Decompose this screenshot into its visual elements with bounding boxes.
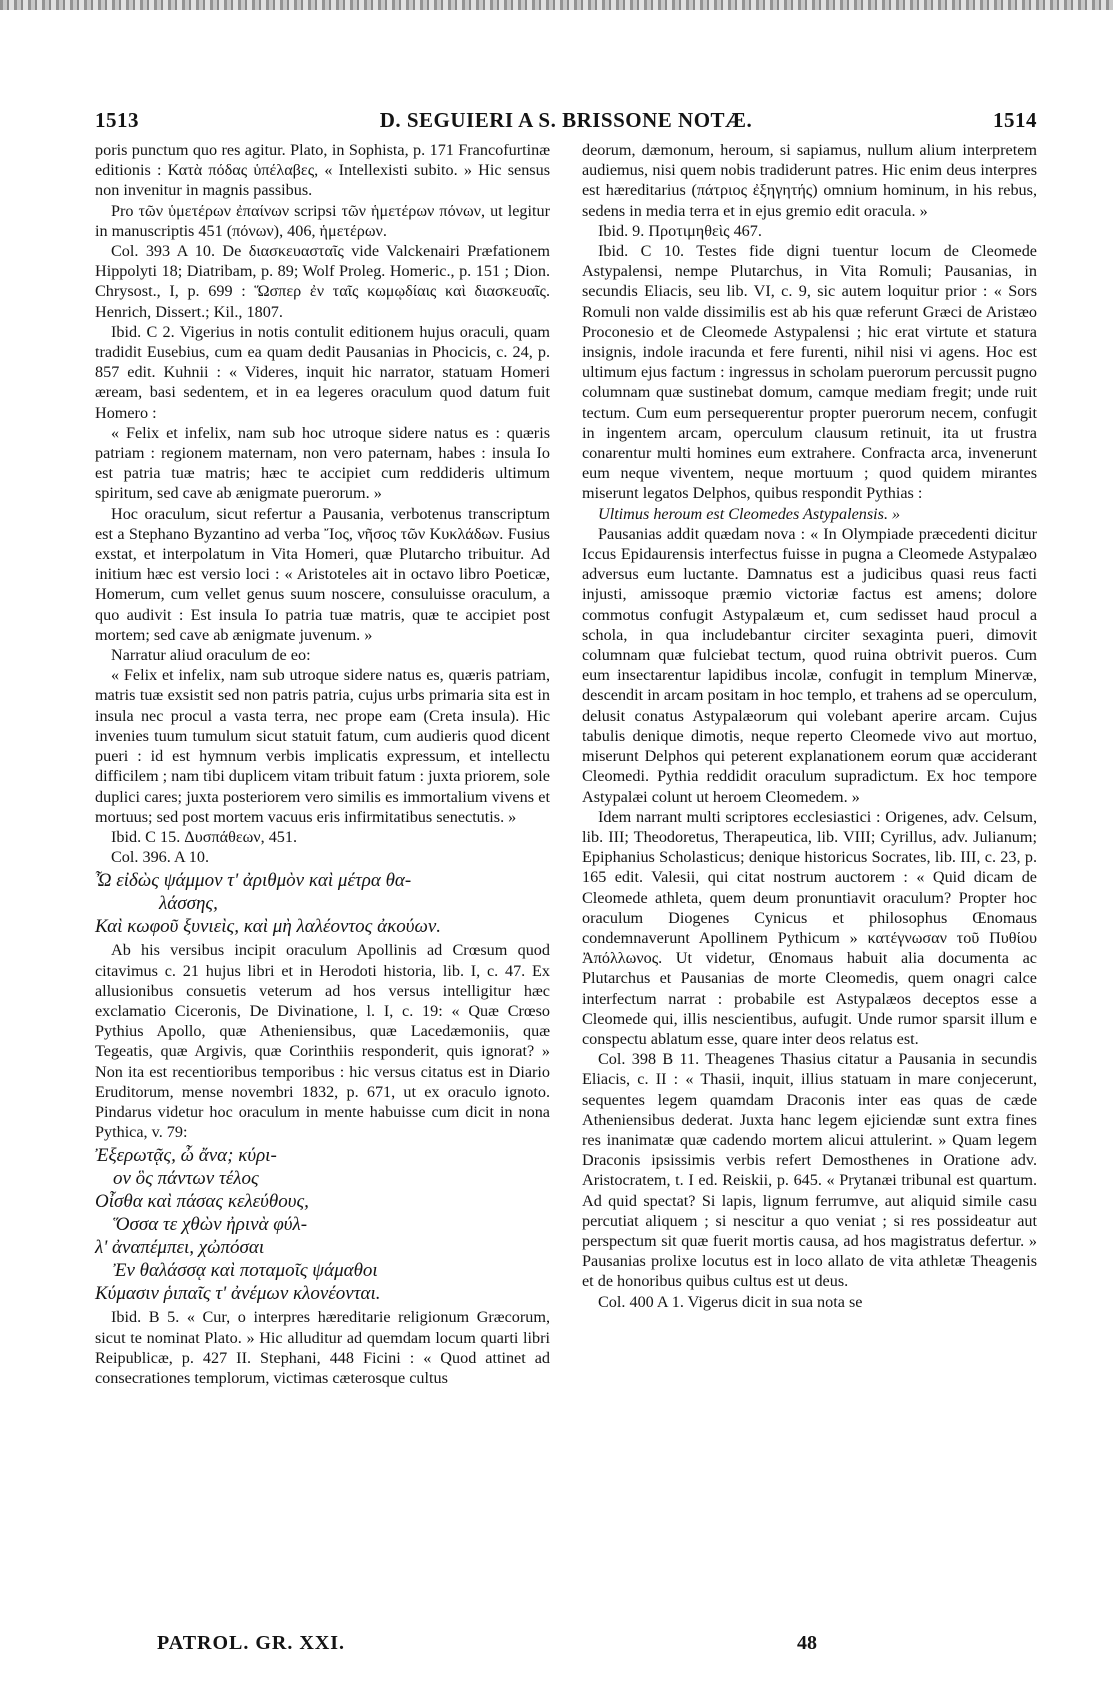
paragraph: Idem narrant multi scriptores ecclesiastici : Origenes, adv. Celsum, lib. III; Theodoretus, Therapeutica, lib. VIII; Cyrillus, adv. Julianum; Epiphanius Scholasticus; denique historicus Socrates, lib. III, c. 23, p. 165 edit. Valesii, qui citat nostrum auctorem : « Quid dicam de Cleomede athleta, quem deum pronuntiavit oraculum? Propter hoc oraculum Diogenes Cynicus et philosophus Œnomaus condemnaverunt Apollinem Pythicum » κατέγνωσαν τοῦ Πυθίου Ἀπόλλωνος. Ut videtur, Œnomaus habuit alia documenta ac Plutarchus et Pausanias de morte Cleomedis, quem onagri calce interfectum narrat : probabile est Astypalæos deceptos esse a Cleomede qui, illis nescientibus, aufugit. Unde rumor sparsit illum e conspectu ablatum esse, quare inter deos relatus est. bbox=[582, 807, 1037, 1048]
right-column bbox=[582, 140, 1037, 1388]
verse-line: Οἶσθα καὶ πάσας κελεύθους, bbox=[95, 1191, 309, 1213]
paragraph: Col. 396. A 10. bbox=[111, 848, 210, 867]
verse-line: λ' ἀναπέμπει, χὠπόσαι bbox=[95, 1237, 265, 1259]
page-footer bbox=[95, 1632, 1037, 1660]
paragraph: Pausanias addit quædam nova : « In Olympiade præcedenti dicitur Iccus Epidaurensis interfectus fuisse in pugna a Cleomede Astypalæo adversus eum luctante. Damnatus est a judicibus quasi reus facti injusti, amissoque præmio victoriæ factus est amens; dolore commotus confugit Astypalæum et, cum sedisset haud procul a schola, in qua includebantur circiter sexaginta pueri, dimovit columnam quæ fulciebat tectum, quod ruina obtrivit pueros. Cum eum insectarentur lapidibus incolæ, confugit in templum Minervæ, descendit in arcam positam in hoc templo, et trahens ad se operculum, delusit conatus Astypalæorum qui volebant aperire arcam. Cujus tabulis denique dimotis, neque reperto Cleomede vivo aut mortuo, miserunt Delphos qui peterent explanationem eorum quæ acciderant Cleomedi. Pythia reddidit oraculum supradictum. Ex hoc tempore Astypalæi colunt ut heroem Cleomedem. » bbox=[582, 524, 1037, 806]
verse-line: Καὶ κωφοῦ ξυνιεὶς, καὶ μὴ λαλέοντος ἀκούων. bbox=[95, 916, 442, 938]
greek-verse-block bbox=[95, 1144, 550, 1305]
page-number-right: 1514 bbox=[993, 108, 1037, 132]
paragraph: Ibid. C 15. Δυσπάθεων, 451. bbox=[111, 827, 298, 846]
scan-edge bbox=[0, 0, 1113, 10]
paragraph: Ibid. C 2. Vigerius in notis contulit editionem hujus oraculi, quam tradidit Eusebius, cum ea quam dedit Pausanias in Phocicis, c. 24, p. 857 edit. Kuhnii : « Videres, inquit hic narrator, statuam Homeri æream, basi sedentem, et in ea legeres oraculum quod datum fuit Homero : bbox=[95, 322, 550, 422]
page-number-left: 1513 bbox=[95, 108, 139, 132]
verse-line: Ὦ εἰδὼς ψάμμον τ' ἀριθμὸν καὶ μέτρα θα- bbox=[95, 870, 412, 892]
verse-line: λάσσης, bbox=[159, 893, 218, 915]
paragraph: « Felix et infelix, nam sub hoc utroque sidere natus es : quæris patriam : regionem maternam, non vero paternam, habes : insula Io est patria tuæ matris; hæc te accipiet cum reddideris ultimum spiritum, sed cave ab ænigmate puerorum. » bbox=[95, 423, 550, 503]
sheet-number: 48 bbox=[797, 1632, 817, 1654]
paragraph: Ultimus heroum est Cleomedes Astypalensis. » bbox=[598, 504, 901, 523]
paragraph: Hoc oraculum, sicut refertur a Pausania, verbotenus transcriptum est a Stephano Byzantino ad verba Ἴος, νῆσος τῶν Κυκλάδων. Fusius exstat, et interpolatum in Vita Homeri, quæ Plutarcho tribuitur. Ad initium hæc est versio loci : « Aristoteles ait in octavo libro Poeticæ, Homerum, cum vellet genus suum noscere, consuluisse oraculum, a quo audivit : Est insula Io patria tuæ matris, quæ te accipiet post mortem; sed cave ab ænigmate juvenum. » bbox=[95, 504, 550, 644]
verse-line: Ἐξερωτᾷς, ὦ ἄνα; κύρι- bbox=[95, 1145, 277, 1167]
paragraph: poris punctum quo res agitur. Plato, in Sophista, p. 171 Francofurtinæ editionis : Κατὰ πόδας ὑπέλαβες, « Intellexisti subito. » Hic sensus non invenitur in magnis passibus. bbox=[95, 141, 550, 200]
text-columns bbox=[95, 140, 1037, 1388]
paragraph: Ibid. 9. Προτιμηθεὶς 467. bbox=[598, 221, 762, 240]
verse-line: Ἐν θαλάσσᾳ καὶ ποταμοῖς ψάμαθοι bbox=[113, 1260, 378, 1282]
paragraph: Pro τῶν ὑμετέρων ἐπαίνων scripsi τῶν ἡμετέρων πόνων, ut legitur in manuscriptis 451 (πόνων), 406, ἡμετέρων. bbox=[95, 201, 550, 240]
paragraph: Col. 398 B 11. Theagenes Thasius citatur a Pausania in secundis Eliacis, c. II : « Thasii, inquit, illius statuam in mare conjecerunt, sequentes legem quamdam Draconis inter eas quas de cæde Atheniensibus dederat. Juxta hanc legem ejiciendæ sunt extra fines res inanimatæ quæ cadendo mortem alicui attulerint. » Quam legem Draconis ipsissimis verbis refert Demosthenes in Oratione adv. Aristocratem, t. I ed. Reiskii, p. 645. « Prytanæi tribunal est quartum. Ad quid spectat? Si lapis, lignum ferrumve, aut aliquid simile casu percutiat aliquem ; si nescitur a quo veniat ; si res possideatur aut perspectum sit quæ fuerit mortis causa, ad hos magistratus defertur. » Pausanias prolixe locutus est in loco allato de vita athletæ Theagenis et de honoribus quibus cultus est ut deus. bbox=[582, 1050, 1037, 1291]
greek-verse-block bbox=[95, 869, 550, 938]
running-head bbox=[95, 108, 1037, 134]
paragraph: deorum, dæmonum, heroum, si sapiamus, nullum alium interpretem audiemus, nisi quem nobis tradiderunt patres. Hic enim deus interpres est hæreditarius (πάτριος ἐξηγητής) omnium hominum, in his rebus, sedens in media terra et in ejus gremio edit oracula. » bbox=[582, 141, 1037, 220]
paragraph: Narratur aliud oraculum de eo: bbox=[111, 646, 311, 665]
paragraph: « Felix et infelix, nam sub utroque sidere natus es, quæris patriam, matris tuæ exsistit sed non patris patria, cujus urbs primaria sita est in insula nec procul a vasta terra, nec prope eam (Creta insula). Hic invenies tuum tumulum sicut statuit fatum, cum audieris quod dicent pueri : id est hymnum verbis implicatis expressum, et intellectu difficilem ; nam tibi duplicem vitam tribuit fatum : juxta priorem, sole duplici cares; juxta posteriorem vero similis es immortalium vivens et mortuus; sed post mortem vacuus eris infirmitatibus senectutis. » bbox=[95, 666, 550, 826]
verse-line: Ὅσσα τε χθὼν ἠρινὰ φύλ- bbox=[113, 1214, 308, 1236]
signature-mark: PATROL. GR. XXI. bbox=[157, 1632, 346, 1654]
running-title: D. SEGUIERI A S. BRISSONE NOTÆ. bbox=[379, 108, 753, 132]
paragraph: Col. 400 A 1. Vigerus dicit in sua nota se bbox=[598, 1292, 863, 1311]
left-column bbox=[95, 140, 550, 1388]
paragraph: Ibid. B 5. « Cur, o interpres hæreditarie religionum Græcorum, sicut te nominat Plato. » Hic alluditur ad quemdam locum quarti libri Reipublicæ, p. 427 II. Stephani, 448 Ficini : « Quod attinet ad consecrationes templorum, victimas cæterosque cultus bbox=[95, 1308, 550, 1387]
paragraph: Ab his versibus incipit oraculum Apollinis ad Crœsum quod citavimus c. 21 hujus libri et in Herodoti historia, lib. I, c. 47. Ex allusionibus consuetis veterum ad hos versus intelligitur hæc exclamatio Ciceronis, De Divinatione, l. I, c. 19: « Quæ Crœso Pythius Apollo, quæ Atheniensibus, quæ Lacedæmoniis, quæ Tegeatis, quæ Argivis, quæ Corinthiis responderit, quis ignorat? » Non ita est recentioribus temporibus : hic versus citatus est in Diario Eruditorum, mense novembri 1832, p. 671, ut ex oraculo ignoto. Pindarus videtur hoc oraculum in mente habuisse cum dicit in nona Pythica, v. 79: bbox=[95, 941, 550, 1142]
verse-line: Κύμασιν ῥιπαῖς τ' ἀνέμων κλονέονται. bbox=[95, 1283, 381, 1305]
paragraph: Ibid. C 10. Testes fide digni tuentur locum de Cleomede Astypalensi, nempe Plutarchus, in Vita Romuli; Pausanias, in secundis Eliacis, seu lib. VI, c. 9, sic autem loquitur prior : « Sors Romuli non valde dissimilis est ab his quæ referunt Græci de Aristæo Proconesio et de Cleomede Astypalensi ; hic erat virtute et statura insignis, indole iracunda et fere furenti, nihil nisi vi agens. Hoc est ultimum ejus factum : ingressus in scholam puerorum percussit pugno columnam quæ sustinebat domum, camque mediam fregit; unde ruit tectum. Cum eum persequerentur propter puerorum necem, confugit in ingentem arcam, operculum clausum retinuit, ita ut frustra conarentur multi homines eum extrahere. Confracta arca, invenerunt eum neque viventem, neque mortuum ; quod quidem mirantes miserunt legatos Delphos, quibus respondit Pythias : bbox=[582, 242, 1037, 503]
paragraph: Col. 393 A 10. De διασκευασταῖς vide Valckenairi Præfationem Hippolyti 18; Diatribam, p. 89; Wolf Proleg. Homeric., p. 151 ; Dion. Chrysost., I, p. 699 : Ὥσπερ ἐν ταῖς κωμῳδίαις καὶ διασκευαῖς. Henrich, Dissert.; Kil., 1807. bbox=[95, 242, 550, 321]
verse-line: ον ὃς πάντων τέλος bbox=[113, 1168, 259, 1190]
